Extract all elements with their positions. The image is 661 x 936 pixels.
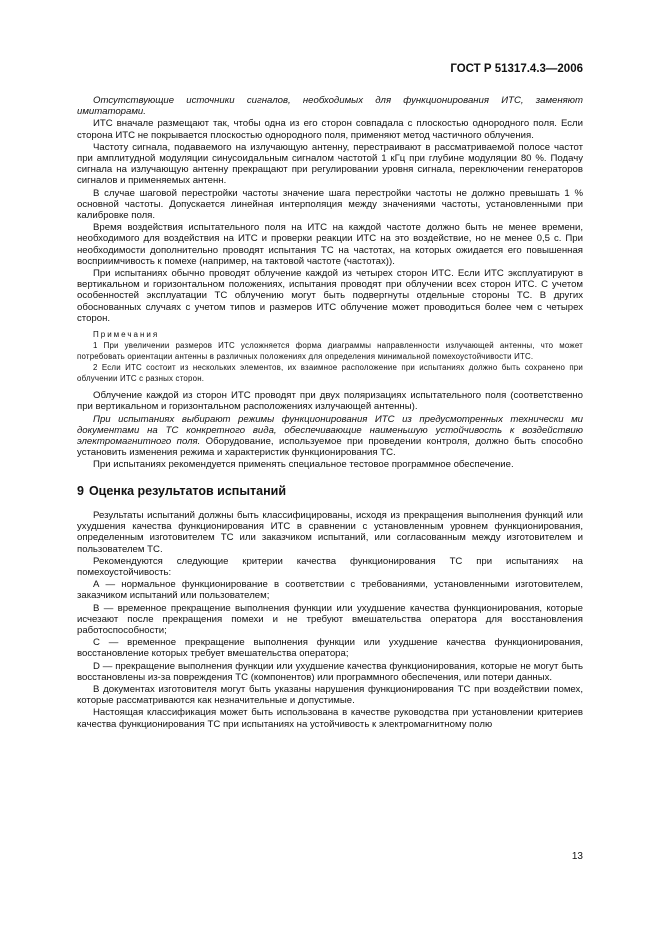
paragraph: Результаты испытаний должны быть классифицированы, исходя из прекращения выполнения функций или ухудшения качества функционирования ИТС в сравнении с установленным уровнем функционирования, определенным изготовителем ТС или заказчиком испытаний, или согласованным между изготовителем и пользователем ТС. xyxy=(77,509,583,555)
paragraph: В случае шаговой перестройки частоты значение шага перестройки частоты не должно превышать 1 % основной частоты. Допускается линейная интерполяция между значениями частоты, установленными при калибровке поля. xyxy=(77,187,583,222)
section-heading xyxy=(77,483,583,498)
paragraph: ИТС вначале размещают так, чтобы одна из его сторон совпадала с плоскостью однородного поля. Если сторона ИТС не покрывается плоскостью однородного поля, применяют метод частичного облучения. xyxy=(77,118,583,141)
paragraph: При испытаниях выбирают режимы функционирования ИТС из предусмотренных технически ми документами на ТС конкретного вида, обеспечивающие наименьшую устойчивость к воздействию электромагнитного поля. Оборудование, используемое при проведении контроля, должно быть способно установить изменения режима и характеристик функционирования ТС. xyxy=(77,413,583,459)
paragraph: Время воздействия испытательного поля на ИТС на каждой частоте должно быть не менее времени, необходимого для воздействия на ИТС и проверки реакции ИТС на это воздействие, но не менее 0,5 с. При необходимости дополнительно проводят испытания ТС на частотах, на которых ожидается его повышенная восприимчивость к помехе (например, на тактовой частоте (частотах)). xyxy=(77,222,583,267)
document-body xyxy=(77,95,583,731)
section-number: 9 xyxy=(77,483,84,498)
criterion-b: В — временное прекращение выполнения функции или ухудшение качества функционирования, которые исчезают после прекращения помехи и не требуют вмешательства оператора для восстановления работоспособности; xyxy=(77,602,583,636)
criterion-d: D — прекращение выполнения функции или ухудшение качества функционирования, которые не могут быть восстановлены из-за повреждения ТС (компонентов) или программного обеспечения, или потери данных. xyxy=(77,660,583,683)
criterion-a: А — нормальное функционирование в соответствии с требованиями, установленными изготовителем, заказчиком испытаний или пользователем; xyxy=(77,579,583,602)
paragraph: Настоящая классификация может быть использована в качестве руководства при установлении критериев качества функционирования ТС при испытаниях на устойчивость к электромагнитному полю xyxy=(77,707,583,730)
document-page xyxy=(77,0,583,936)
paragraph: При испытаниях рекомендуется применять специальное тестовое программное обеспечение. xyxy=(93,459,514,471)
note-item: 2 Если ИТС состоит из нескольких элементов, их взаимное расположение при испытаниях должно быть сохранено при облучении ИТС с разных сторон. xyxy=(77,363,583,383)
notes-title: Примечания xyxy=(93,330,160,340)
note-item: 1 При увеличении размеров ИТС усложняется форма диаграммы направленности излучающей антенны, что может потребовать ориентации антенны в различных положениях для определения минимальной помехоустойчивости ИТС. xyxy=(77,341,583,361)
paragraph: Частоту сигнала, подаваемого на излучающую антенну, перестраивают в рассматриваемой полосе частот при амплитудной модуляции синусоидальным сигналом частотой 1 кГц при глубине модуляции 80 %. Подачу сигнала на излучающую антенну прекращают при регулировании уровня сигнала, переключении генераторов сигналов и применяемых антенн. xyxy=(77,141,583,187)
criterion-c: С — временное прекращение выполнения функции или ухудшение качества функционирования, восстановление которых требует вмешательства оператора; xyxy=(77,637,583,660)
paragraph: В документах изготовителя могут быть указаны нарушения функционирования ТС при воздействии помех, которые рассматриваются как незначительные и допустимые. xyxy=(77,683,583,707)
document-code: ГОСТ Р 51317.4.3—2006 xyxy=(450,63,583,75)
paragraph: Облучение каждой из сторон ИТС проводят при двух поляризациях испытательного поля (соответственно при вертикальном и горизонтальном расположениях излучающей антенны). xyxy=(77,390,583,413)
paragraph: Рекомендуются следующие критерии качества функционирования ТС при испытаниях на помехоустойчивость: xyxy=(77,555,583,578)
page-number: 13 xyxy=(571,851,583,862)
section-title: Оценка результатов испытаний xyxy=(88,483,287,498)
paragraph: Отсутствующие источники сигналов, необходимых для функционирования ИТС, заменяют имитаторами. xyxy=(77,95,583,118)
paragraph: При испытаниях обычно проводят облучение каждой из четырех сторон ИТС. Если ИТС эксплуатируют в вертикальном и горизонтальном положениях, испытания проводят при облучении всех сторон ИТС. С учетом особенностей эксплуатации ТС облучению могут быть подвергнуты отдельные стороны ТС. В других обоснованных случаях с учетом типов и размеров ИТС облучение может проводиться более чем с четырех сторон. xyxy=(77,268,583,324)
